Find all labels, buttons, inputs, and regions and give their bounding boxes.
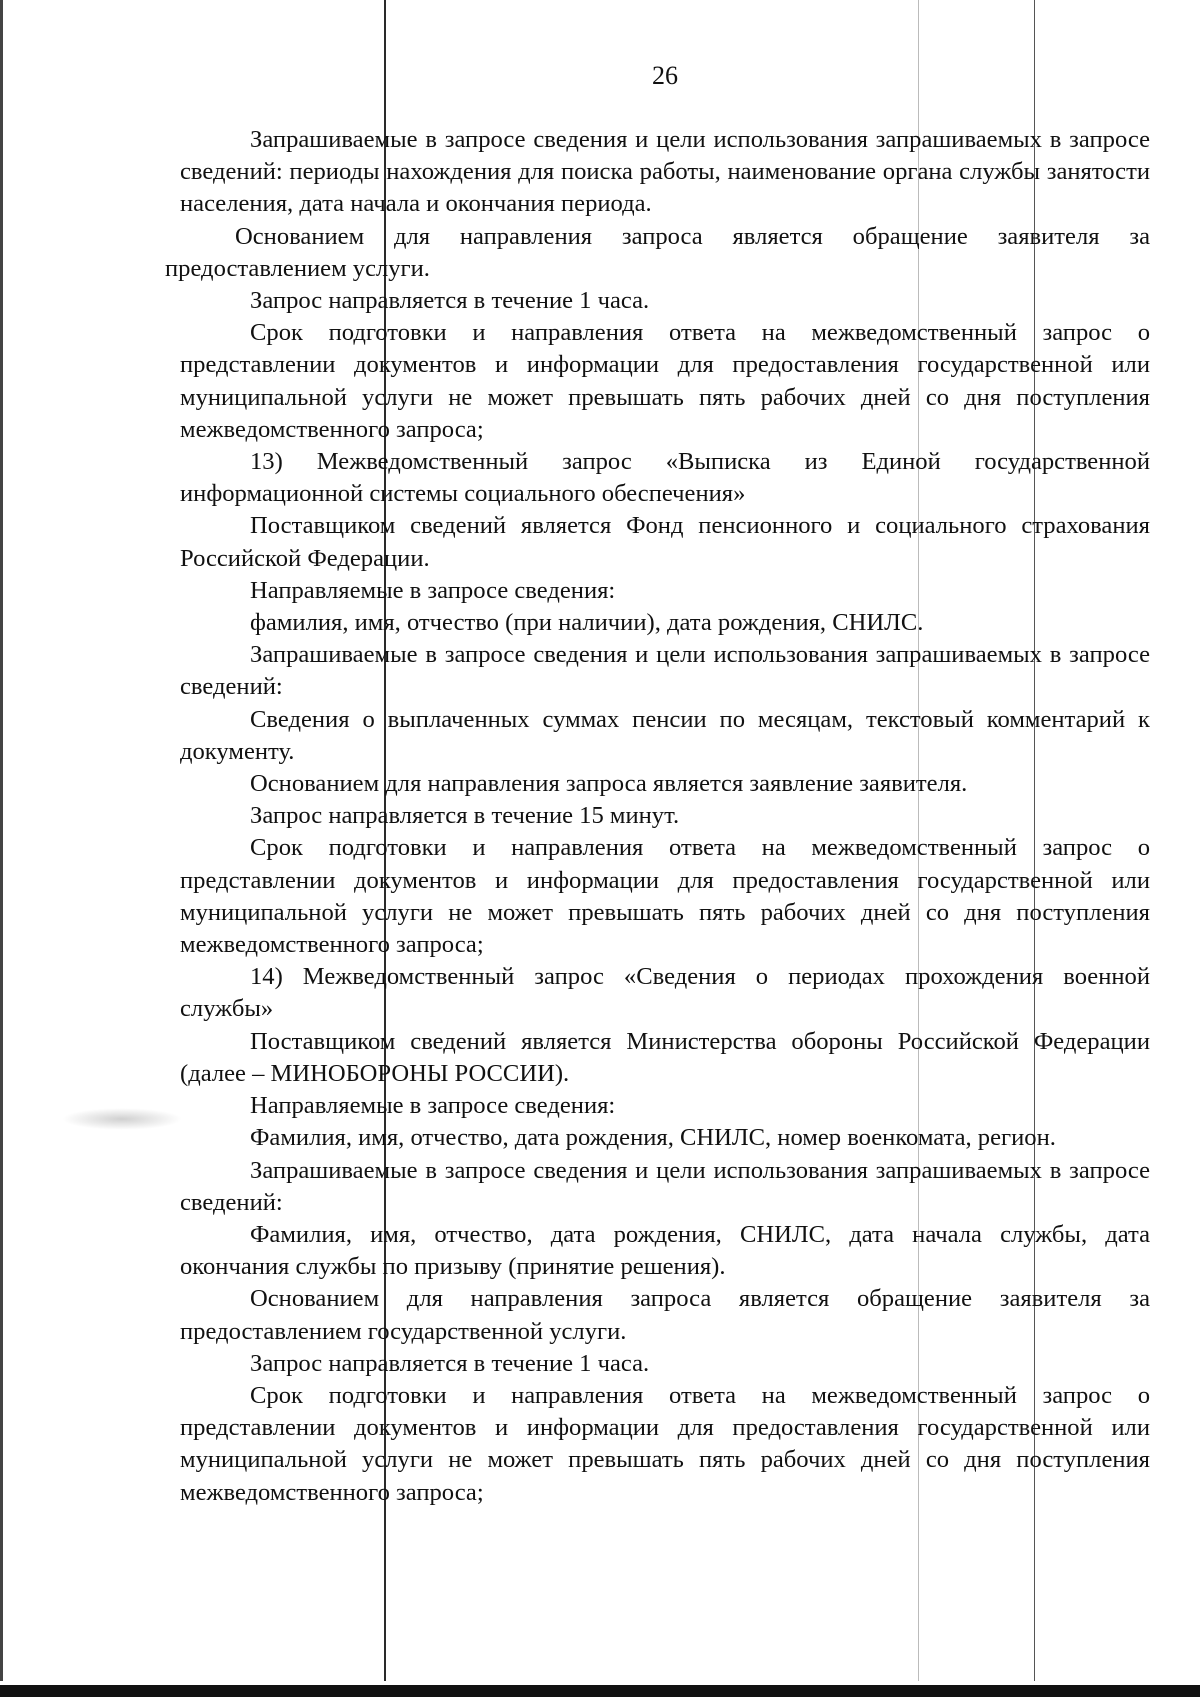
paragraph: Направляемые в запросе сведения:: [250, 1092, 616, 1120]
paragraph: Основанием для направления запроса является обращение заявителя за предоставлением услуги.: [165, 222, 1150, 282]
scan-bottom-edge: [0, 1685, 1200, 1697]
paragraph: Запрос направляется в течение 1 часа.: [250, 1349, 650, 1377]
paragraph: Сведения о выплаченных суммах пенсии по месяцам, текстовый комментарий к документу.: [180, 705, 1150, 765]
paragraph: Основанием для направления запроса является заявление заявителя.: [250, 770, 968, 798]
paragraph: Срок подготовки и направления ответа на межведомственный запрос о представлении документов и информации для предоставления государственной или муниципальной услуги не может превышать пять рабочих дней со дня поступления межведомственного запроса;: [180, 1381, 1150, 1506]
paragraph: Запрашиваемые в запросе сведения и цели использования запрашиваемых в запросе сведений:: [180, 641, 1150, 701]
paragraph: Запрос направляется в течение 15 минут.: [250, 802, 680, 830]
paragraph: Основанием для направления запроса является обращение заявителя за предоставлением государственной услуги.: [180, 1285, 1150, 1345]
page-number: 26: [652, 61, 678, 90]
scan-smudge: [62, 1108, 182, 1130]
paragraph: Запрос направляется в течение 1 часа.: [250, 287, 650, 315]
scan-edge-line: [0, 0, 3, 1681]
paragraph: фамилия, имя, отчество (при наличии), дата рождения, СНИЛС.: [250, 609, 924, 637]
paragraph: Направляемые в запросе сведения:: [250, 576, 616, 604]
paragraph: Запрашиваемые в запросе сведения и цели использования запрашиваемых в запросе сведений:: [180, 1156, 1150, 1216]
paragraph: Срок подготовки и направления ответа на межведомственный запрос о представлении документов и информации для предоставления государственной или муниципальной услуги не может превышать пять рабочих дней со дня поступления межведомственного запроса;: [180, 319, 1150, 443]
paragraph: Срок подготовки и направления ответа на межведомственный запрос о представлении документов и информации для предоставления государственной или муниципальной услуги не может превышать пять рабочих дней со дня поступления межведомственного запроса;: [180, 834, 1150, 959]
paragraph: 13) Межведомственный запрос «Выписка из Единой государственной информационной системы социального обеспечения»: [180, 448, 1150, 508]
paragraph: 14) Межведомственный запрос «Сведения о периодах прохождения военной службы»: [180, 963, 1150, 1023]
paragraph: Фамилия, имя, отчество, дата рождения, СНИЛС, номер военкомата, регион.: [250, 1124, 1056, 1152]
paragraph: Поставщиком сведений является Фонд пенсионного и социального страхования Российской Федерации.: [180, 512, 1150, 572]
paragraph: Фамилия, имя, отчество, дата рождения, СНИЛС, дата начала службы, дата окончания службы по призыву (принятие решения).: [180, 1220, 1150, 1281]
paragraph: Поставщиком сведений является Министерства обороны Российской Федерации (далее – МИНОБОРОНЫ РОССИИ).: [180, 1027, 1150, 1087]
document-body: [165, 124, 1150, 1509]
paragraph: Запрашиваемые в запросе сведения и цели использования запрашиваемых в запросе сведений: периоды нахождения для поиска работы, наименование органа службы занятости населения, дата начала и окончания периода.: [180, 126, 1150, 218]
